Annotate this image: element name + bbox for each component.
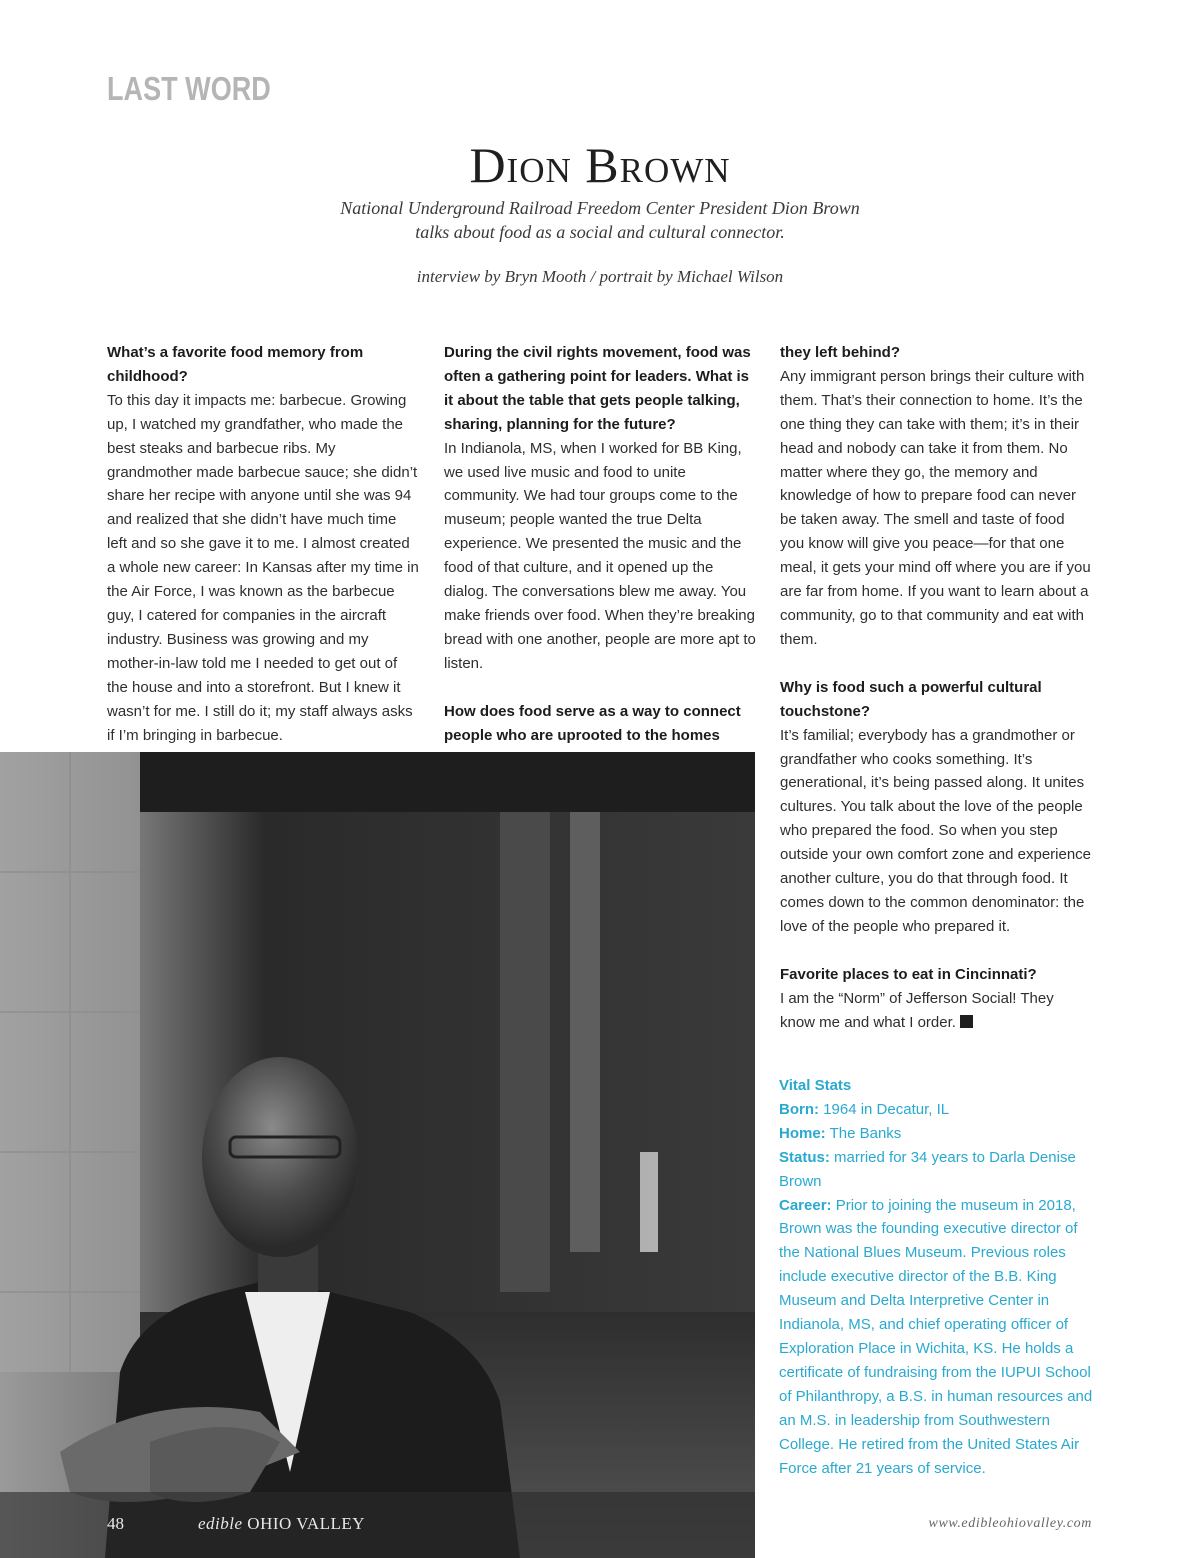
vital-stats-heading: Vital Stats (779, 1077, 852, 1094)
deck-line-2: talks about food as a social and cultural connector. (415, 222, 785, 242)
born-value: 1964 in Decatur, IL (823, 1100, 950, 1118)
portrait-photo (0, 752, 755, 1558)
column-2 (444, 341, 759, 748)
vital-status (779, 1146, 1094, 1194)
answer-3: Any immigrant person brings their culture with them. That’s their connection to home. It’s the one thing they can take with them; it’s in their head and nobody can take it from them. No matter where they go, the memory and knowledge of how to prepare food can never be taken away. The smell and taste of food you know will give you peace—for that one meal, it gets your mind off where you are if you are far from home. If you want to learn about a community, go to that community and eat with them. (780, 367, 1091, 648)
answer-5-wrap (780, 987, 1092, 1035)
magazine-name (198, 1514, 365, 1534)
question-5: Favorite places to eat in Cincinnati? (780, 965, 1037, 983)
byline: interview by Bryn Mooth / portrait by Michael Wilson (416, 267, 784, 286)
answer-1: To this day it impacts me: barbecue. Growing up, I watched my grandfather, who made the best steaks and barbecue ribs. My grandmother made barbecue sauce; she didn’t share her recipe with anyone until she was 94 and realized that she didn’t have much time left and so she gave it to me. I almost created a whole new career: In Kansas after my time in the Air Force, I was known as the barbecue guy, I catered for companies in the aircraft industry. Business was growing and my mother-in-law told me I needed to get out of the house and into a storefront. But I knew it wasn’t for me. I still do it; my staff always asks if I’m bringing in barbecue. (107, 391, 419, 744)
question-4: Why is food such a powerful cultural touchstone? (780, 678, 1042, 720)
section-label: LAST WORD (107, 70, 271, 107)
answer-4: It’s familial; everybody has a grandmother or grandfather who cooks something. It’s generational, it’s being passed along. It unites cultures. You talk about the love of the people who prepared the food. So when you step outside your own comfort zone and experience another culture, you do that through food. It comes down to the common denominator: the love of the people who prepared it. (780, 726, 1092, 935)
column-3 (780, 341, 1092, 1034)
article-deck (0, 196, 1200, 244)
vital-born (779, 1098, 1094, 1122)
career-value: Prior to joining the museum in 2018, Brown was the founding executive director of the National Blues Museum. Previous roles include executive director of the B.B. King Museum and Delta Interpretive Center in Indianola, MS, and chief operating officer of Exploration Place in Wichita, KS. He holds a certificate of fundraising from the IUPUI School of Philanthropy, a B.S. in human resources and an M.S. in leadership from Southwestern College. He retired from the United States Air Force after 21 years of service. (779, 1196, 1093, 1477)
vital-home (779, 1122, 1094, 1146)
home-value: The Banks (829, 1124, 902, 1142)
status-value: married for 34 years to Darla Denise Brown (779, 1148, 1076, 1190)
magazine-name-italic: edible (198, 1514, 243, 1533)
article-title: Dion Brown (469, 137, 731, 193)
magazine-name-rest: OHIO VALLEY (247, 1514, 366, 1533)
vital-career (779, 1194, 1094, 1481)
answer-5: I am the “Norm” of Jefferson Social! They know me and what I order. (780, 989, 1054, 1031)
question-3-part-2: they left behind? (780, 344, 900, 361)
home-label: Home: (779, 1124, 826, 1142)
status-label: Status: (779, 1148, 830, 1166)
page-number: 48 (107, 1514, 124, 1533)
answer-2: In Indianola, MS, when I worked for BB King, we used live music and food to unite community. We had tour groups come to the museum; people wanted the true Delta experience. We presented the music and the food of that culture, and it opened up the dialog. The conversations blew me away. You make friends over food. When they’re breaking bread with one another, people are more apt to listen. (444, 439, 756, 672)
question-3-part-1: How does food serve as a way to connect people who are uprooted to the homes (444, 702, 741, 744)
vital-stats (779, 1074, 1094, 1480)
deck-line-1: National Underground Railroad Freedom Center President Dion Brown (340, 198, 860, 218)
column-1 (107, 341, 419, 747)
career-label: Career: (779, 1196, 832, 1214)
portrait-illustration (0, 752, 755, 1558)
question-1: What’s a favorite food memory from childhood? (107, 344, 364, 385)
end-mark-icon (960, 1015, 973, 1028)
question-2: During the civil rights movement, food was often a gathering point for leaders. What is it about the table that gets people talking, sharing, planning for the future? (444, 344, 751, 433)
born-label: Born: (779, 1100, 819, 1118)
footer-url[interactable]: www.edibleohiovalley.com (928, 1516, 1092, 1531)
